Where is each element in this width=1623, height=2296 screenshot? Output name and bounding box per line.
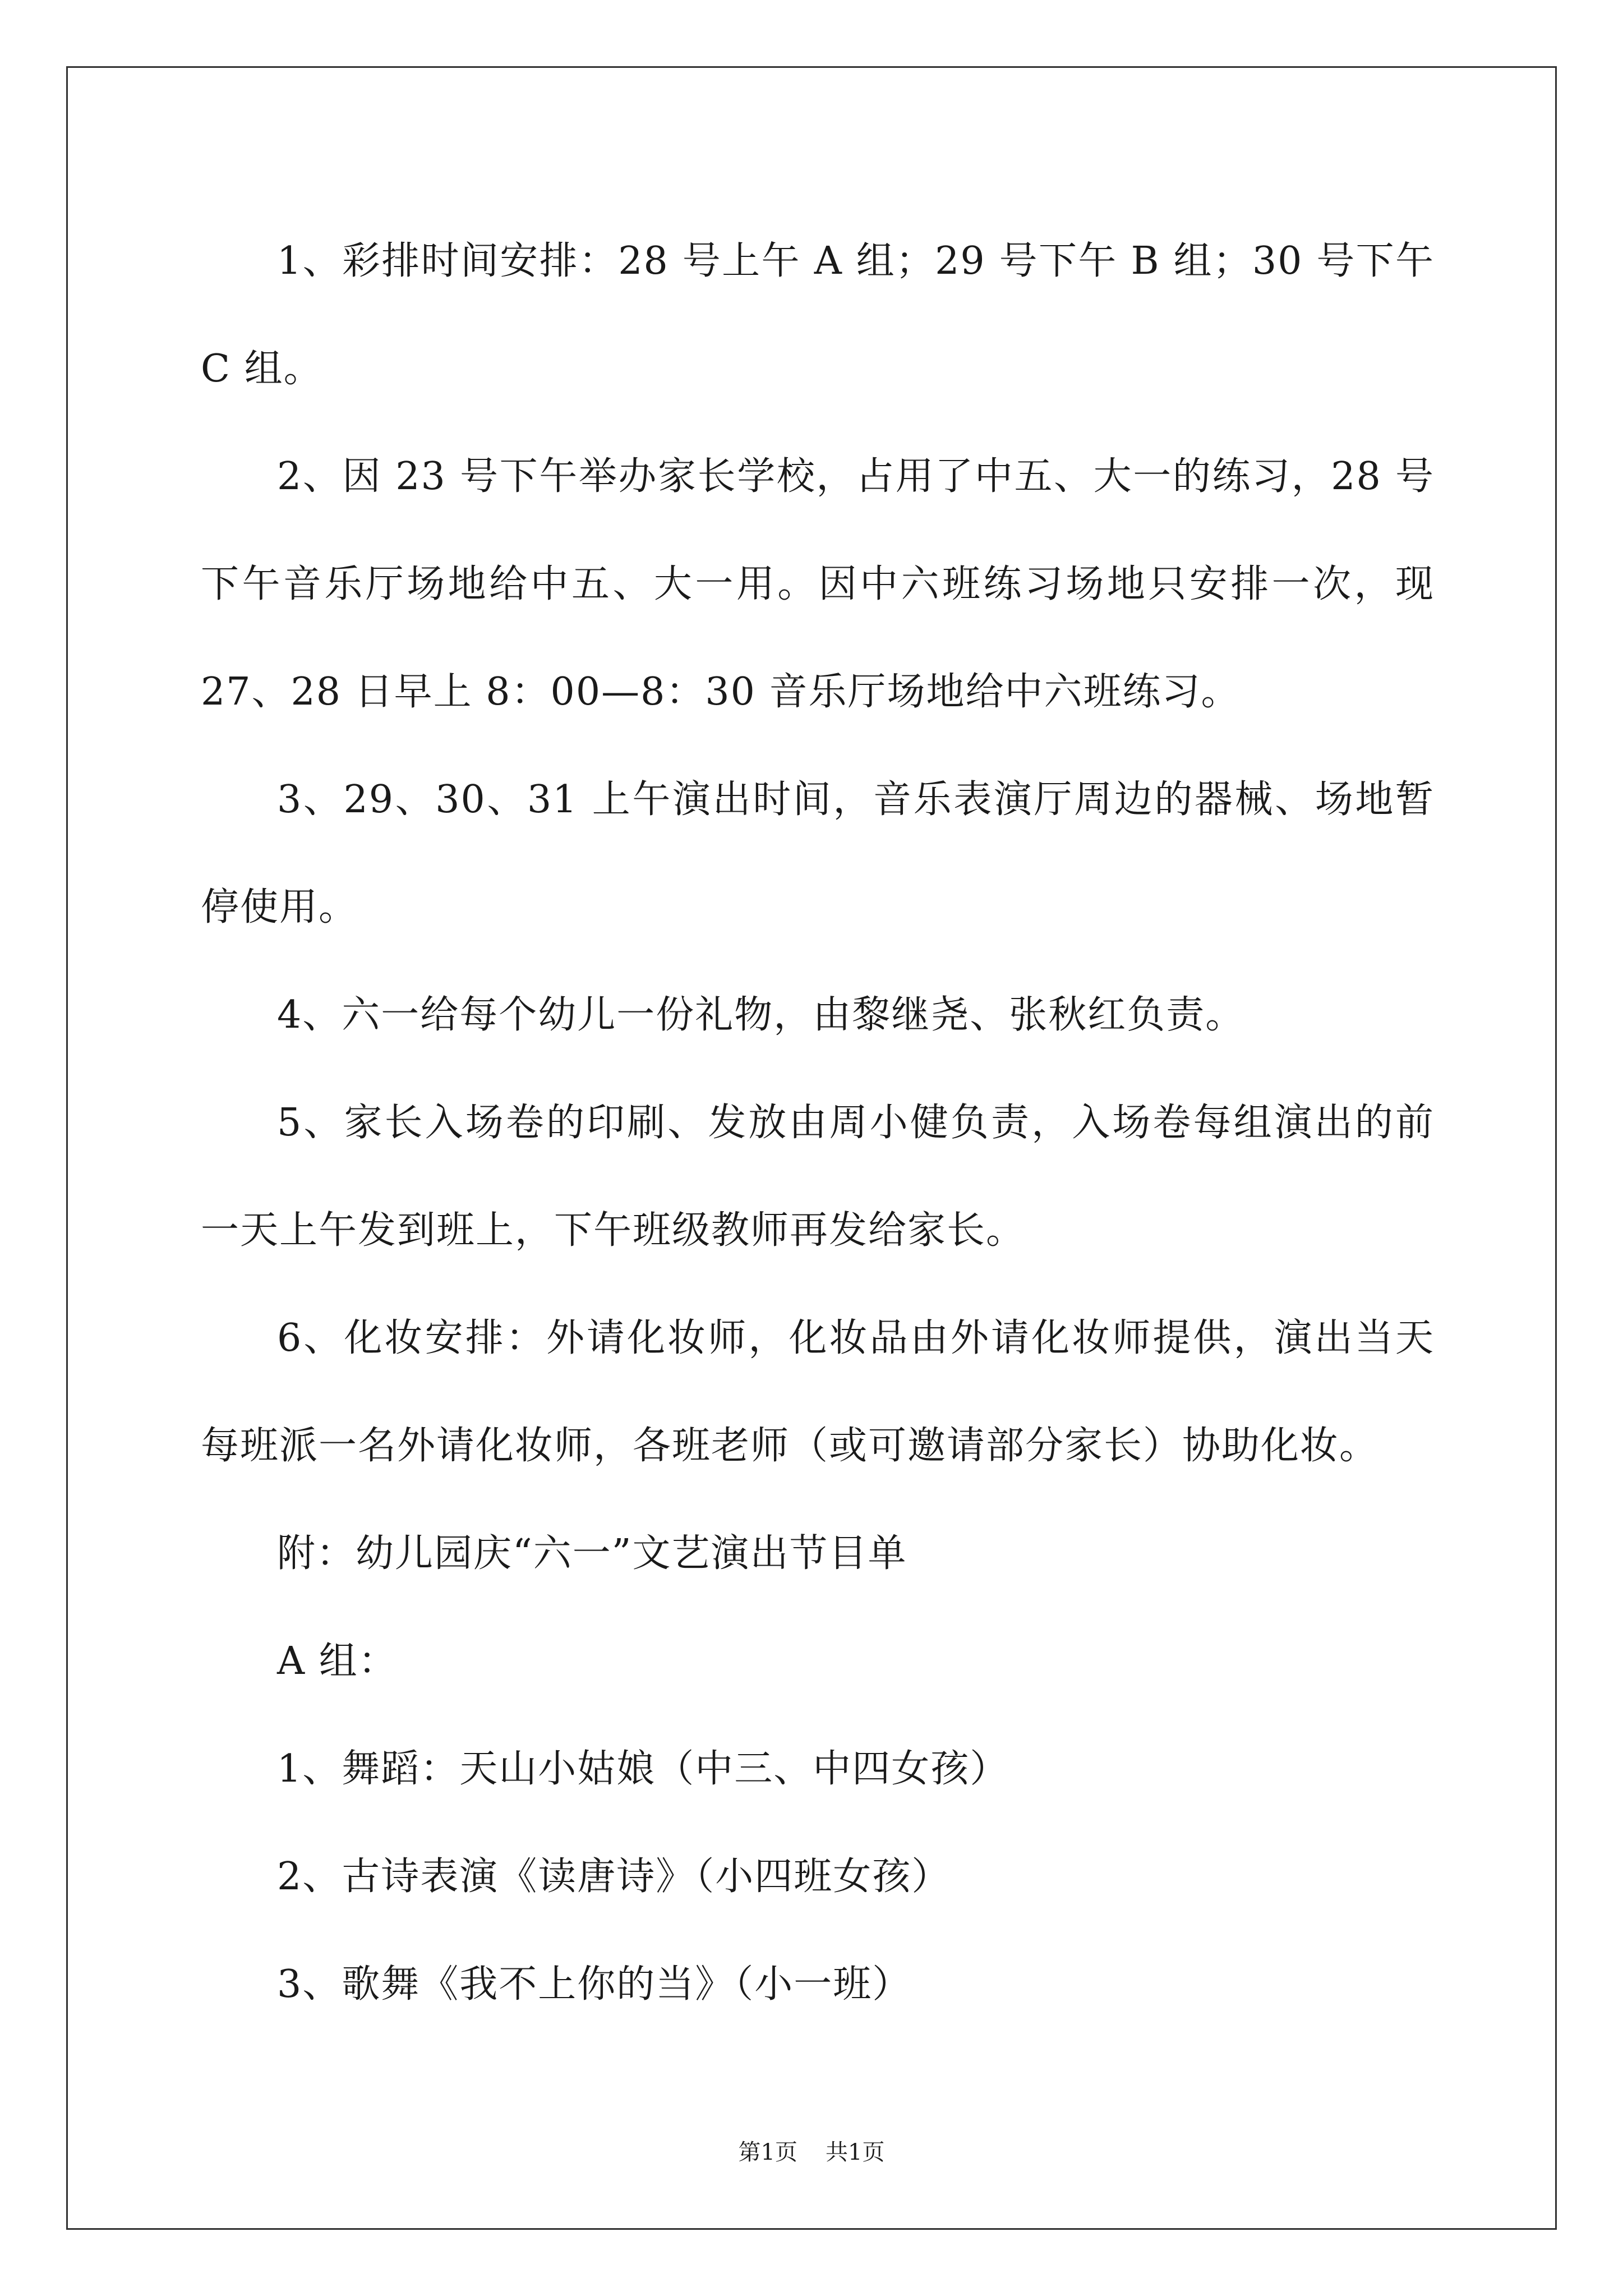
program-item-3: 3、歌舞《我不上你的当》（小一班） xyxy=(277,1962,912,2007)
paragraph-gifts: 4、六一给每个幼儿一份礼物，由黎继尧、张秋红负责。 xyxy=(277,993,1245,1037)
program-item-1: 1、舞蹈：天山小姑娘（中三、中四女孩） xyxy=(277,1747,1009,1791)
page-footer xyxy=(0,2134,1623,2166)
paragraph-rehearsal-schedule: 1、彩排时间安排：28 号上午 A 组；29 号下午 B 组；30 号下午 C 组。 xyxy=(201,239,1435,391)
page-total: 共1页 xyxy=(826,2139,885,2165)
paragraph-venue-arrangement: 2、因 23 号下午举办家长学校，占用了中五、大一的练习，28 号下午音乐厅场地给中五、大一用。因中六班练习场地只安排一次，现 27、28 日早上 8：00—8：30 音乐厅场地给中六班练习。 xyxy=(201,454,1435,714)
document-body xyxy=(201,208,1435,2039)
paragraph-program-list-title: 附：幼儿园庆“六一”文艺演出节目单 xyxy=(277,1531,907,1576)
page-number: 第1页 xyxy=(738,2139,797,2165)
program-item-2: 2、古诗表演《读唐诗》（小四班女孩） xyxy=(277,1855,951,1899)
paragraph-performance-time: 3、29、30、31 上午演出时间，音乐表演厅周边的器械、场地暂停使用。 xyxy=(201,777,1435,930)
paragraph-tickets: 5、家长入场卷的印刷、发放由周小健负责，入场卷每组演出的前一天上午发到班上，下午班级教师再发给家长。 xyxy=(201,1101,1435,1253)
paragraph-group-a-heading: A 组： xyxy=(277,1639,398,1683)
paragraph-makeup: 6、化妆安排：外请化妆师，化妆品由外请化妆师提供，演出当天每班派一名外请化妆师，各班老师（或可邀请部分家长）协助化妆。 xyxy=(201,1316,1435,1468)
